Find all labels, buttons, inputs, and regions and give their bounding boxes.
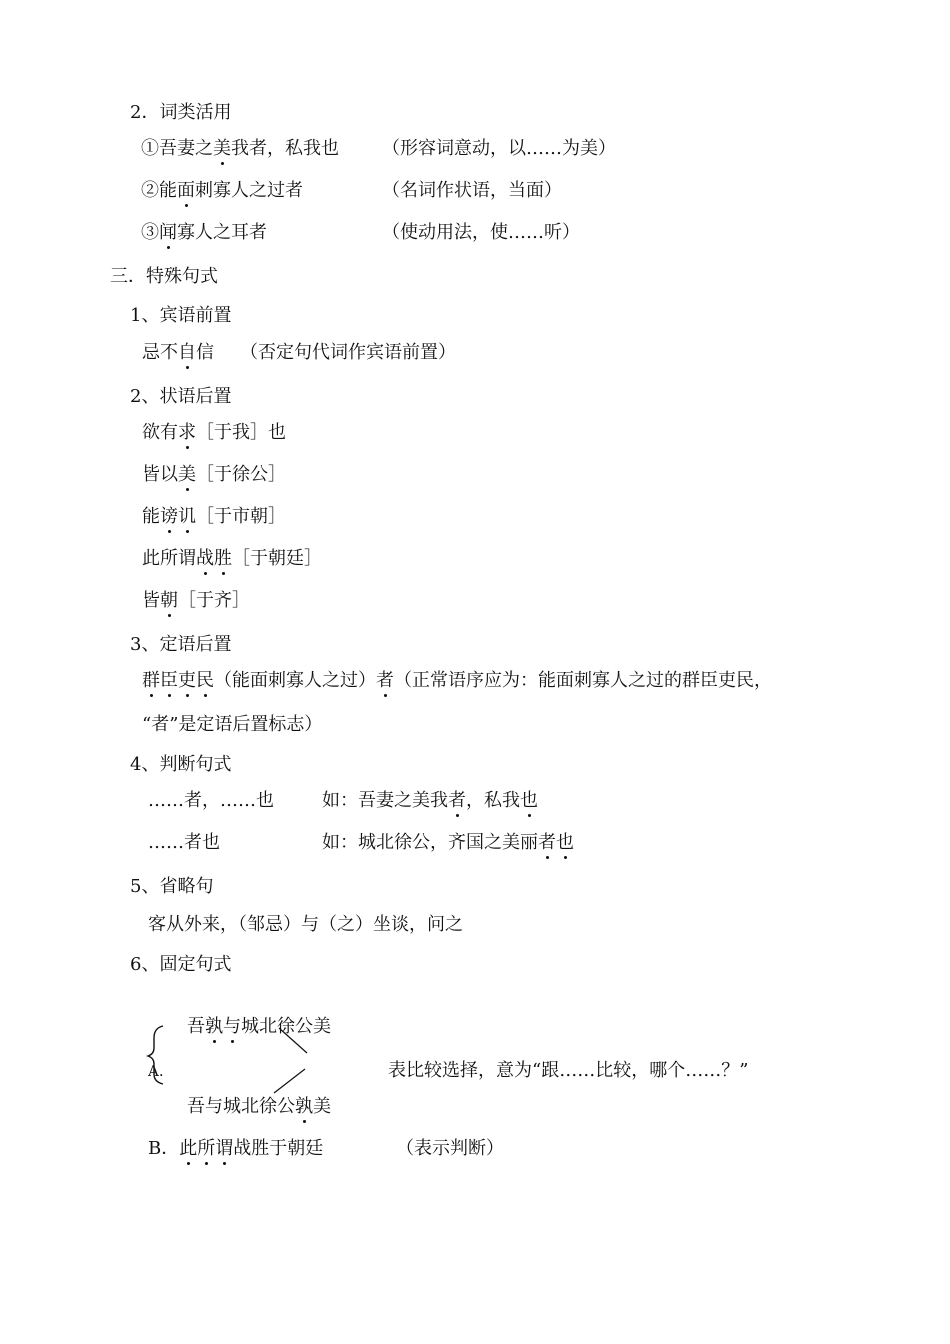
example-text: 吾妻之美我者，私我也: [159, 138, 339, 159]
annotation: （否定句代词作宾语前置）: [240, 342, 456, 363]
example-text: 群臣吏民（能面刺寡人之过）者（正常语序应为：能面刺寡人之过的群臣吏民，: [142, 670, 772, 691]
judgment-pattern: ……者，……也: [148, 790, 274, 811]
annotation: （使动用法，使……听）: [382, 222, 580, 243]
subsection-heading: 1、宾语前置: [130, 305, 232, 326]
example-text: 闻寡人之耳者: [159, 222, 267, 243]
example-text-continued: “者”是定语后置标志）: [142, 714, 323, 735]
subsection-heading: 4、判断句式: [130, 754, 232, 775]
subsection-heading: 3、定语后置: [130, 634, 232, 655]
example-text: 忌不自信: [142, 342, 214, 363]
item-number: ①: [141, 138, 159, 159]
example-text: 皆朝［于齐］: [142, 590, 250, 611]
pattern-b-note: （表示判断）: [396, 1138, 504, 1159]
section-heading-special-sentences: 三．特殊句式: [110, 266, 218, 287]
example-text: 客从外来，（邹忌）与（之）坐谈，问之: [148, 914, 463, 935]
subsection-heading: 6、固定句式: [130, 954, 232, 975]
example-text: 能面刺寡人之过者: [159, 180, 303, 201]
annotation: （形容词意动，以……为美）: [382, 138, 616, 159]
item-number: ③: [141, 222, 159, 243]
judgment-pattern: ……者也: [148, 832, 220, 853]
example-text: 如：吾妻之美我者，私我也: [322, 790, 538, 811]
item-number: ②: [141, 180, 159, 201]
annotation: （名词作状语，当面）: [382, 180, 562, 201]
example-text: 能谤讥［于市朝］: [142, 506, 286, 527]
pattern-a-top: 吾孰与城北徐公美: [187, 1016, 331, 1037]
pattern-b-text: 此所谓战胜于朝廷: [179, 1138, 324, 1159]
example-text: 如：城北徐公，齐国之美丽者也: [322, 832, 574, 853]
section-heading-word-usage: 2．词类活用: [130, 102, 232, 123]
subsection-heading: 2、状语后置: [130, 386, 232, 407]
example-text: 欲有求［于我］也: [142, 422, 286, 443]
example-text: 皆以美［于徐公］: [142, 464, 286, 485]
subsection-heading: 5、省略句: [130, 876, 214, 897]
pattern-b: [148, 1136, 323, 1162]
example-text: 此所谓战胜［于朝廷］: [142, 548, 322, 569]
pattern-b-label: B．: [148, 1138, 180, 1159]
pattern-a-bottom: 吾与城北徐公孰美: [187, 1096, 331, 1117]
pattern-a-label: A.: [148, 1062, 164, 1080]
pattern-a-note: 表比较选择，意为“跟……比较，哪个……？”: [388, 1060, 749, 1081]
